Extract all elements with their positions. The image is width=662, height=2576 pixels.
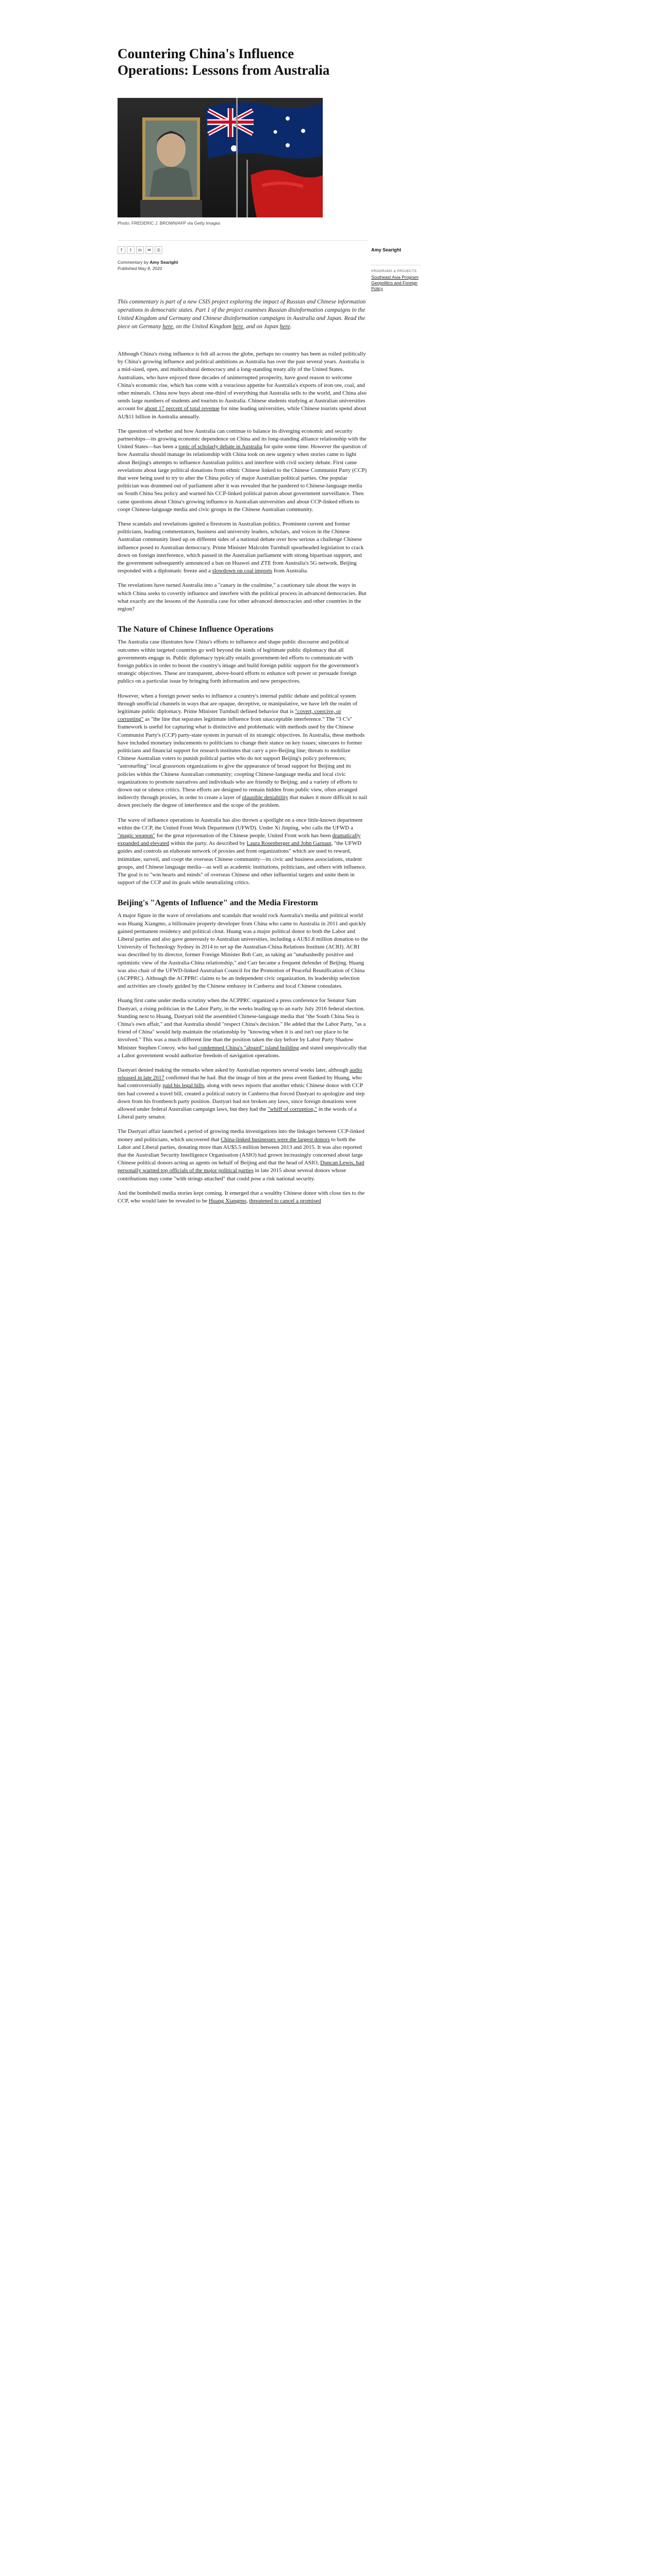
- photo-caption: Photo: FREDERIC J. BROWN/AFP via Getty Images: [118, 221, 221, 226]
- inline-link[interactable]: "covert, coercive, or corrupting": [118, 708, 341, 723]
- inline-link[interactable]: paid his legal bills: [162, 1082, 204, 1089]
- paragraph: The wave of influence operations in Australia has also thrown a spotlight on a once little-known department within the CCP, the United Front Work Department (UFWD). Under Xi Jinping, who calls the UFWD a "magic weapon" for the great rejuvenation of the Chinese people, United Front work has been dramatically expanded and elevated within the party. As described by Laura Rosenberger and John Garnaut, "the UFWD guides and controls an elaborate network of proxies and front organizations" which are used to reward, intimidate, surveil, and coopt the overseas Chinese community—its civic and business associations, student groups, and Chinese language media—as well as academic institutions, politicians, and others with influence. The goal is to "win hearts and minds" of overseas Chinese and other influential targets and unite them in support of the CCP and its goals while neutralizing critics.: [118, 817, 367, 886]
- paragraph: Huang first came under media scrutiny when the ACPPRC organized a press conference for Senator Sam Dastyari, a rising politician in the Labor Party, in the weeks leading up to an early July 2016 federal election. Standing next to Huang, Dastyari told the assembled Chinese-language media that "the South China Sea is China's own affair," and that Australia should "respect China's decision." He added that the Labor Party, "as a friend of China" would help maintain the relationship by "knowing when it is and isn't our place to be involved." This was a much different line than the position taken the day before by Labor Party Shadow Minister Stephen Conroy, who had condemned China's "absurd" island building and stated unequivocally that a Labor government would authorize freedom of navigation operations.: [118, 997, 367, 1059]
- article-meta: [118, 259, 272, 272]
- programs-label: PROGRAMS & PROJECTS: [371, 269, 417, 273]
- linkedin-share-button[interactable]: in: [136, 246, 144, 254]
- paragraph: However, when a foreign power seeks to influence a country's internal public debate and political system through unofficial channels in ways that are opaque, deceptive, or manipulative, we have left the realm of legitimate public diplomacy. Prime Minister Turnbull defined behavior that is "covert, coercive, or corrupting" as "the line that separates legitimate influence from unacceptable interference." The "3 C's" framework is useful for capturing what is distinctive and problematic with methods used by the Chinese Communist Party's (CCP) party-state system in pursuit of its strategic objectives. In Australia, these methods have included monetary inducements to politicians to change their stance on key issues; sinecures to former politicians and financial support for research institutes that carry a pro-Beijing line; threats to mobilize Chinese Australian voters to punish political parties who do not support Beijing's policy preferences; "astroturfing" local grassroots organizations to give the appearance of broad support for Beijing and its policies within the Chinese Australian community; coopting Chinese-language media and local civic organizations to promote narratives and individuals who are friendly to Beijing; and a variety of efforts to drown out or silence critics. These efforts are designed to remain hidden from public view, often arranged indirectly through proxies, in order to create a layer of plausible deniability that makes it more difficult to nail down precisely the degree of interference and the scope of the problem.: [118, 692, 367, 809]
- inline-link[interactable]: condemned China's "absurd" island building: [198, 1044, 299, 1051]
- uk-link[interactable]: here: [233, 324, 243, 330]
- inline-link[interactable]: Duncan Lewis, had personally warned top officials of the major political parties: [118, 1160, 365, 1174]
- article-headline: Countering China's Influence Operations: Lessons from Australia: [118, 46, 330, 78]
- inline-link[interactable]: "magic weapon": [118, 832, 155, 839]
- inline-link[interactable]: Laura Rosenberger and John Garnaut: [246, 840, 332, 847]
- section-heading: The Nature of Chinese Influence Operations: [118, 625, 274, 634]
- paragraph: A major figure in the wave of revelations and scandals that would rock Australia's media and political world was Huang Xiangmo, a billionaire property developer from China who came to Australia in 2011 and quickly gained permanent residency and political clout. Huang was a major political donor to both the Labor and Liberal parties and also gave generously to Australian universities, including a AU$1.8 million donation to the University of Technology Sydney in 2014 to set up the Australian-China Relations Institute (ACRI). ACRI was described by its director, former Foreign Minister Bob Carr, as taking an "unabashedly positive and optimistic view of the Australia-China relationship," and Carr became a frequent defender of Beijing. Huang was also chair of the UFWD-linked Australian Council for the Promotion of Peaceful Reunification of China (ACPPRC). Although the ACPPRC claims to be an independent civic organization, its leadership selection and activities are closely guided by the Chinese embassy in Canberra and local Chinese consulates.: [118, 912, 368, 990]
- email-share-button[interactable]: ✉: [145, 246, 153, 254]
- germany-link[interactable]: here: [162, 324, 173, 330]
- inline-link[interactable]: topic of scholarly debate in Australia: [178, 444, 262, 450]
- article-photo: [118, 98, 323, 217]
- inline-link[interactable]: audio released in late 2017: [118, 1067, 362, 1081]
- inline-link[interactable]: slowdown on coal imports: [212, 568, 272, 574]
- program-link-southeast-asia[interactable]: Southeast Asia Program: [371, 275, 419, 280]
- japan-link[interactable]: here: [279, 324, 290, 330]
- inline-link[interactable]: dramatically expanded and elevated: [118, 832, 361, 847]
- twitter-share-button[interactable]: t: [127, 246, 135, 254]
- inline-link[interactable]: China-linked businesses were the largest donors: [221, 1136, 330, 1143]
- paragraph: The Australia case illustrates how China's efforts to influence and shape public discourse and political outcomes within targeted countries go well beyond the kinds of legitimate public diplomacy that all governments engage in. Public diplomacy typically entails government-led efforts to communicate with foreign publics in order to boost the country's image and build foreign public support for the government's strategic objectives. These are transparent, above-board efforts to enhance soft power or persuade foreign publics on a particular issue by bringing forth information and new perspectives.: [118, 639, 359, 685]
- inline-link[interactable]: "whiff of corruption,": [268, 1106, 317, 1113]
- inline-link[interactable]: Huang Xiangmo: [208, 1198, 246, 1205]
- print-share-button[interactable]: ⎙: [155, 246, 162, 254]
- byline: [118, 259, 272, 265]
- paragraph: Although China's rising influence is felt all across the globe, perhaps no country has been as roiled politically by China's growing influence and political ambitions as Australia has over the past several years. Australia is a mid-sized, open, and multicultural democracy and a long-standing treaty ally of the United States. Australians, who have enjoyed three decades of uninterrupted prosperity, have good reason to welcome China's economic rise, which has come with a voracious appetite for Australia's exports of iron ore, coal, and other minerals. China now buys about one-third of everything that Australia sells to the world, and China also sends large numbers of students and tourists to Australia. Chinese students studying at Australian universities account for about 17 percent of total revenue for nine leading universities, while Chinese tourists spend about AU$11 billion in Australia annually.: [118, 351, 367, 420]
- sidebar-author[interactable]: Amy Searight: [371, 247, 402, 252]
- inline-link[interactable]: about 17 percent of total revenue: [144, 405, 220, 412]
- inline-link[interactable]: threatened to cancel a promised: [249, 1198, 321, 1205]
- section-heading: Beijing's "Agents of Influence" and the Media Firestorm: [118, 899, 318, 908]
- divider: [118, 240, 368, 241]
- paragraph: The Dastyari affair launched a period of growing media investigations into the linkages between CCP-linked money and politicians, which uncovered that China-linked businesses were the largest donors to both the Labor and Liberal parties, donating more than AU$5.5 million between 2013 and 2015. It was also reported that the Australian Security Intelligence Organisation (ASIO) had grown increasingly concerned about large Chinese political donors acting as agents on behalf of Beijing and that the head of ASIO, Duncan Lewis, had personally warned top officials of the major political parties in late 2015 about several donors whose contributions may come "with strings attached" that could pose a risk national security.: [118, 1128, 365, 1182]
- paragraph: The question of whether and how Australia can continue to balance its diverging economic and security partnerships—its growing economic dependence on China and its long-standing alliance relationship with the United States—has been a topic of scholarly debate in Australia for quite some time. However the question of how Australia should manage its relationship with China took on new urgency when stories came to light about Beijing's attempts to influence Australian politics and interfere with civil society debate. First came revelations about large political donations from ethnic Chinese linked to the Chinese Communist Party (CCP) that were being used to try to alter the China policy of major Australian political parties. One popular politician was drummed out of parliament after it was revealed that he pandered to Chinese-language media on South China Sea policy and warned his CCP-linked political patron about government surveillance. Then came questions about China's growing influence in Australian universities and about CCP-linked efforts to coopt Chinese-language media and civic groups in the Chinese Australian community.: [118, 428, 367, 513]
- mao-portrait-flags-image: [118, 98, 323, 217]
- publish-date: Published May 8, 2020: [118, 266, 162, 271]
- author-link[interactable]: Amy Searight: [150, 260, 178, 265]
- facebook-share-button[interactable]: f: [118, 246, 125, 254]
- share-toolbar: [118, 246, 162, 254]
- paragraph: These scandals and revelations ignited a firestorm in Australian politics. Prominent current and former politicians, leading commentators, business and university leaders, scholars, and voices in the Chinese Australian community lined up on different sides of a national debate over how serious a challenge Chinese influence posed to Australian democracy. Prime Minister Malcolm Turnbull spearheaded legislation to crack down on foreign interference, which passed in the Australian parliament with strong bipartisan support, and the government subsequently announced a ban on Huawei and ZTE from Australia's 5G network. Beijing responded with a diplomatic freeze and a slowdown on coal imports from Australia.: [118, 521, 364, 574]
- byline-prefix: Commentary by: [118, 260, 148, 265]
- article-sidebar: [371, 247, 421, 292]
- series-note: This commentary is part of a new CSIS project exploring the impact of Russian and Chinese information operations in democratic states. Part 1 of the project examines Russian disinformation campaigns in the United Kingdom and Germany and Chinese disinformation campaigns in Australia and Japan. Read the piece on Germany here, on the United Kingdom here, and on Japan here.: [118, 299, 366, 330]
- program-link-geopolitics[interactable]: Geopolitics and Foreign Policy: [371, 280, 418, 291]
- paragraph: Dastyari denied making the remarks when asked by Australian reporters several weeks later, although audio released in late 2017 confirmed that he had. But the image of him at the press event flanked by Huang, who had controversially paid his legal bills, along with news reports that another ethnic Chinese donor with CCP ties had covered a travel bill, created a political outcry in Canberra that forced Dastyari to apologize and step down from his frontbench party position. Dastyari had not broken any laws, since foreign donations were allowed under federal Australian campaign laws, but they had the "whiff of corruption," in the words of a Liberal party senator.: [118, 1067, 365, 1121]
- inline-link[interactable]: plausible deniability: [242, 794, 289, 801]
- paragraph: And the bombshell media stories kept coming. It emerged that a wealthy Chinese donor with close ties to the CCP, who would later be revealed to be Huang Xiangmo, threatened to cancel a promised: [118, 1190, 365, 1205]
- article-body: [118, 350, 368, 1212]
- paragraph: The revelations have turned Australia into a "canary in the coalmine," a cautionary tale about the ways in which China seeks to covertly influence and interfere with the political process in advanced democracies. But what exactly are the lessons of the Australia case for other advanced democracies and other countries in the region?: [118, 582, 367, 613]
